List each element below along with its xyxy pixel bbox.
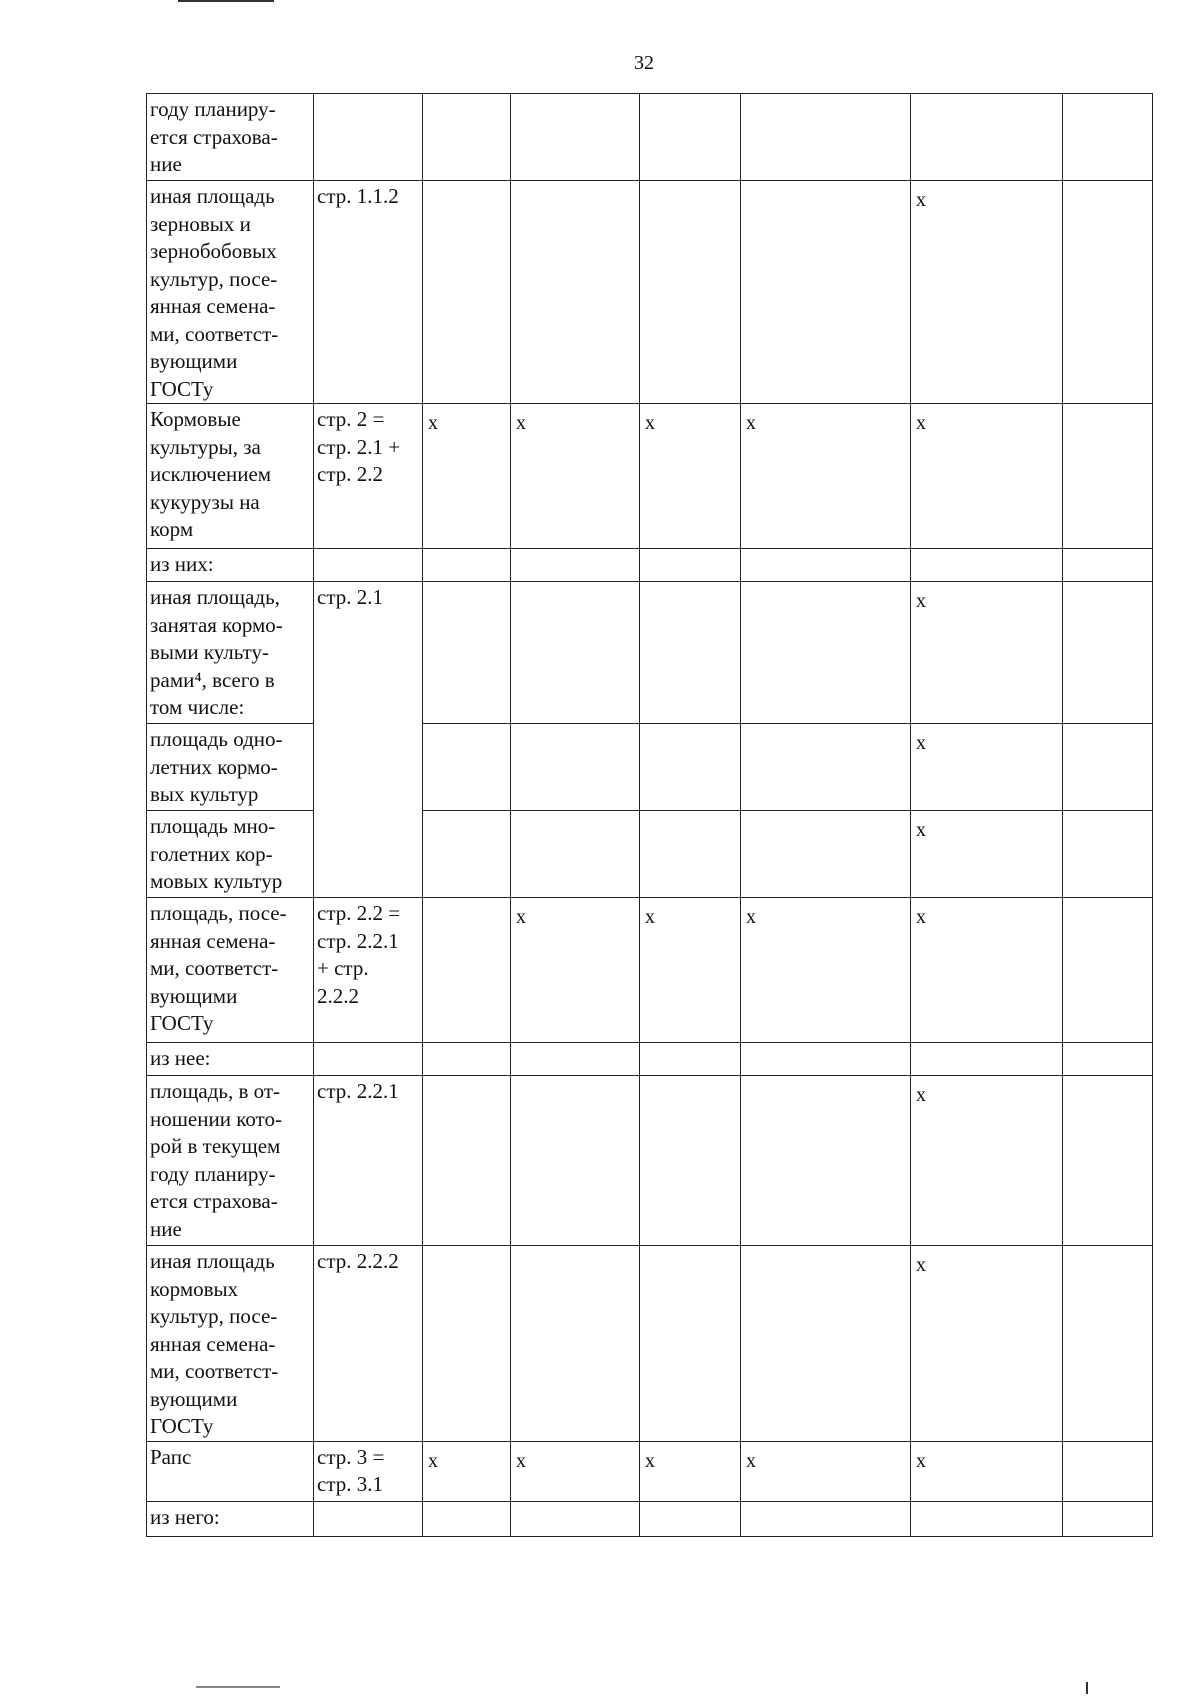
cell-mark xyxy=(1066,551,1149,555)
cell-mark xyxy=(744,726,907,730)
value-cell xyxy=(423,1076,511,1246)
cell-mark xyxy=(514,1078,636,1082)
value-cell xyxy=(423,1246,511,1442)
value-cell xyxy=(911,1043,1063,1076)
row-label: из них: xyxy=(147,549,314,582)
value-cell xyxy=(511,1246,640,1442)
table-row xyxy=(147,811,1153,898)
value-cell xyxy=(640,724,741,811)
cell-mark: x xyxy=(916,1449,926,1472)
value-cell xyxy=(423,582,511,724)
value-cell xyxy=(741,1441,911,1501)
cell-mark xyxy=(426,726,507,730)
row-label: площадь одно- летних кормо- вых культур xyxy=(147,724,314,811)
value-cell xyxy=(1063,549,1153,582)
cell-mark xyxy=(643,551,737,555)
row-label: Кормовые культуры, за исключением кукурузы на корм xyxy=(147,404,314,549)
scan-edge-mark-top xyxy=(178,0,274,2)
value-cell xyxy=(511,94,640,181)
cell-mark: x xyxy=(746,906,756,928)
cell-mark xyxy=(514,183,636,187)
row-reference xyxy=(314,1043,423,1076)
table-row xyxy=(147,1441,1153,1501)
value-cell xyxy=(423,724,511,811)
cell-mark: x xyxy=(428,1449,438,1472)
table-body xyxy=(147,94,1153,1537)
cell-mark: x xyxy=(916,732,926,754)
cell-mark xyxy=(426,900,507,904)
cell-mark xyxy=(744,551,907,555)
cell-mark xyxy=(744,1078,907,1082)
row-reference: стр. 3 = стр. 3.1 xyxy=(314,1441,423,1501)
value-cell xyxy=(741,1043,911,1076)
value-cell xyxy=(741,811,911,898)
value-cell xyxy=(1063,811,1153,898)
cell-mark xyxy=(914,1045,1059,1049)
value-cell xyxy=(911,549,1063,582)
cell-mark xyxy=(643,1045,737,1049)
table-row xyxy=(147,1043,1153,1076)
cell-mark: x xyxy=(516,412,526,434)
value-cell xyxy=(423,181,511,404)
value-cell xyxy=(511,811,640,898)
value-cell xyxy=(741,549,911,582)
value-cell xyxy=(640,181,741,404)
value-cell xyxy=(911,1441,1063,1501)
value-cell xyxy=(1063,1076,1153,1246)
row-reference: стр. 2.2.2 xyxy=(314,1246,423,1442)
table-row xyxy=(147,549,1153,582)
value-cell xyxy=(911,724,1063,811)
value-cell xyxy=(911,811,1063,898)
cell-mark xyxy=(744,1504,907,1508)
page-number: 32 xyxy=(634,52,654,74)
row-label: Рапс xyxy=(147,1441,314,1501)
cell-mark xyxy=(643,1078,737,1082)
value-cell xyxy=(911,404,1063,549)
row-label: иная площадь зерновых и зернобобовых культур, посе- янная семена- ми, соответст- вующими ГОСТу xyxy=(147,181,314,404)
value-cell xyxy=(511,1501,640,1536)
value-cell xyxy=(511,181,640,404)
row-label: году планиру- ется страхова- ние xyxy=(147,94,314,181)
cell-mark xyxy=(514,726,636,730)
value-cell xyxy=(640,1076,741,1246)
value-cell xyxy=(911,1076,1063,1246)
value-cell xyxy=(511,1043,640,1076)
cell-mark xyxy=(643,96,737,100)
row-reference: стр. 2.2.1 xyxy=(314,1076,423,1246)
value-cell xyxy=(423,94,511,181)
cell-mark xyxy=(426,183,507,187)
cell-mark xyxy=(1066,406,1149,410)
value-cell xyxy=(1063,1501,1153,1536)
value-cell xyxy=(911,181,1063,404)
table-row xyxy=(147,724,1153,811)
cell-mark: x xyxy=(916,412,926,434)
row-label: из него: xyxy=(147,1501,314,1536)
cell-mark xyxy=(426,584,507,588)
cell-mark xyxy=(514,584,636,588)
row-reference: стр. 2.2 = стр. 2.2.1 + стр. 2.2.2 xyxy=(314,898,423,1043)
value-cell xyxy=(640,1501,741,1536)
value-cell xyxy=(640,898,741,1043)
value-cell xyxy=(741,94,911,181)
cell-mark xyxy=(1066,1045,1149,1049)
row-reference xyxy=(314,549,423,582)
value-cell xyxy=(911,1246,1063,1442)
row-reference xyxy=(314,1501,423,1536)
table-row xyxy=(147,181,1153,404)
cell-mark xyxy=(744,96,907,100)
cell-mark xyxy=(643,183,737,187)
value-cell xyxy=(911,94,1063,181)
value-cell xyxy=(741,724,911,811)
value-cell xyxy=(741,404,911,549)
cell-mark xyxy=(914,96,1059,100)
value-cell xyxy=(741,582,911,724)
cell-mark: x xyxy=(428,412,438,434)
value-cell xyxy=(423,811,511,898)
cell-mark: x xyxy=(645,1449,655,1472)
value-cell xyxy=(423,404,511,549)
value-cell xyxy=(423,1501,511,1536)
table-row xyxy=(147,1076,1153,1246)
cell-mark xyxy=(744,183,907,187)
value-cell xyxy=(511,1441,640,1501)
value-cell xyxy=(911,1501,1063,1536)
cell-mark: x xyxy=(516,906,526,928)
value-cell xyxy=(640,811,741,898)
cell-mark xyxy=(1066,1248,1149,1252)
row-reference: стр. 2.1 xyxy=(314,582,423,898)
cell-mark xyxy=(1066,900,1149,904)
value-cell xyxy=(423,1441,511,1501)
cell-mark xyxy=(426,813,507,817)
value-cell xyxy=(1063,94,1153,181)
value-cell xyxy=(511,404,640,549)
cell-mark xyxy=(1066,1444,1149,1448)
value-cell xyxy=(640,404,741,549)
value-cell xyxy=(640,549,741,582)
value-cell xyxy=(741,181,911,404)
table-row xyxy=(147,582,1153,724)
cell-mark xyxy=(1066,183,1149,187)
cell-mark: x xyxy=(645,412,655,434)
row-reference xyxy=(314,94,423,181)
value-cell xyxy=(1063,1043,1153,1076)
cell-mark: x xyxy=(916,819,926,841)
value-cell xyxy=(1063,1441,1153,1501)
cell-mark xyxy=(514,551,636,555)
cell-mark: x xyxy=(746,412,756,434)
cell-mark: x xyxy=(746,1449,756,1472)
cell-mark xyxy=(643,584,737,588)
value-cell xyxy=(1063,582,1153,724)
row-label: иная площадь, занятая кормо- выми культу- рами⁴, всего в том числе: xyxy=(147,582,314,724)
cell-mark xyxy=(426,1045,507,1049)
cell-mark xyxy=(1066,1504,1149,1508)
cell-mark xyxy=(1066,96,1149,100)
table-row xyxy=(147,94,1153,181)
value-cell xyxy=(423,549,511,582)
row-label: из нее: xyxy=(147,1043,314,1076)
table-row xyxy=(147,1246,1153,1442)
cell-mark xyxy=(1066,813,1149,817)
cell-mark xyxy=(643,1504,737,1508)
scan-edge-tick xyxy=(1086,1682,1088,1694)
scan-edge-mark-bottom xyxy=(196,1686,280,1688)
value-cell xyxy=(1063,404,1153,549)
cell-mark xyxy=(426,1078,507,1082)
value-cell xyxy=(640,1246,741,1442)
value-cell xyxy=(1063,724,1153,811)
table-row xyxy=(147,404,1153,549)
value-cell xyxy=(511,898,640,1043)
cell-mark xyxy=(1066,584,1149,588)
cell-mark xyxy=(914,1504,1059,1508)
value-cell xyxy=(640,582,741,724)
cell-mark xyxy=(514,96,636,100)
cell-mark: x xyxy=(916,1084,926,1106)
cell-mark: x xyxy=(916,1254,926,1276)
value-cell xyxy=(911,898,1063,1043)
value-cell xyxy=(511,582,640,724)
cell-mark xyxy=(426,96,507,100)
cell-mark xyxy=(744,1045,907,1049)
value-cell xyxy=(741,1246,911,1442)
cell-mark: x xyxy=(916,590,926,612)
cell-mark xyxy=(514,1504,636,1508)
cell-mark xyxy=(643,1248,737,1252)
value-cell xyxy=(640,1043,741,1076)
cell-mark: x xyxy=(916,906,926,928)
value-cell xyxy=(511,549,640,582)
cell-mark xyxy=(426,551,507,555)
row-label: площадь, посе- янная семена- ми, соответст- вующими ГОСТу xyxy=(147,898,314,1043)
cell-mark xyxy=(1066,1078,1149,1082)
cell-mark xyxy=(1066,726,1149,730)
value-cell xyxy=(640,1441,741,1501)
value-cell xyxy=(511,1076,640,1246)
cell-mark xyxy=(744,813,907,817)
value-cell xyxy=(640,94,741,181)
cell-mark xyxy=(514,813,636,817)
row-label: площадь, в от- ношении кото- рой в текущем году планиру- ется страхова- ние xyxy=(147,1076,314,1246)
value-cell xyxy=(741,1076,911,1246)
table-row xyxy=(147,898,1153,1043)
row-reference: стр. 1.1.2 xyxy=(314,181,423,404)
form-table xyxy=(146,93,1153,1537)
cell-mark xyxy=(914,551,1059,555)
cell-mark xyxy=(426,1248,507,1252)
cell-mark: x xyxy=(916,189,926,211)
cell-mark xyxy=(426,1504,507,1508)
cell-mark xyxy=(643,726,737,730)
cell-mark: x xyxy=(645,906,655,928)
value-cell xyxy=(423,898,511,1043)
row-label: иная площадь кормовых культур, посе- янная семена- ми, соответст- вующими ГОСТу xyxy=(147,1246,314,1442)
cell-mark xyxy=(643,813,737,817)
value-cell xyxy=(911,582,1063,724)
row-reference: стр. 2 = стр. 2.1 + стр. 2.2 xyxy=(314,404,423,549)
value-cell xyxy=(511,724,640,811)
value-cell xyxy=(741,1501,911,1536)
value-cell xyxy=(423,1043,511,1076)
row-label: площадь мно- голетних кор- мовых культур xyxy=(147,811,314,898)
cell-mark: x xyxy=(516,1449,526,1472)
cell-mark xyxy=(514,1045,636,1049)
cell-mark xyxy=(744,584,907,588)
value-cell xyxy=(741,898,911,1043)
value-cell xyxy=(1063,1246,1153,1442)
cell-mark xyxy=(514,1248,636,1252)
value-cell xyxy=(1063,898,1153,1043)
value-cell xyxy=(1063,181,1153,404)
table-row xyxy=(147,1501,1153,1536)
cell-mark xyxy=(744,1248,907,1252)
